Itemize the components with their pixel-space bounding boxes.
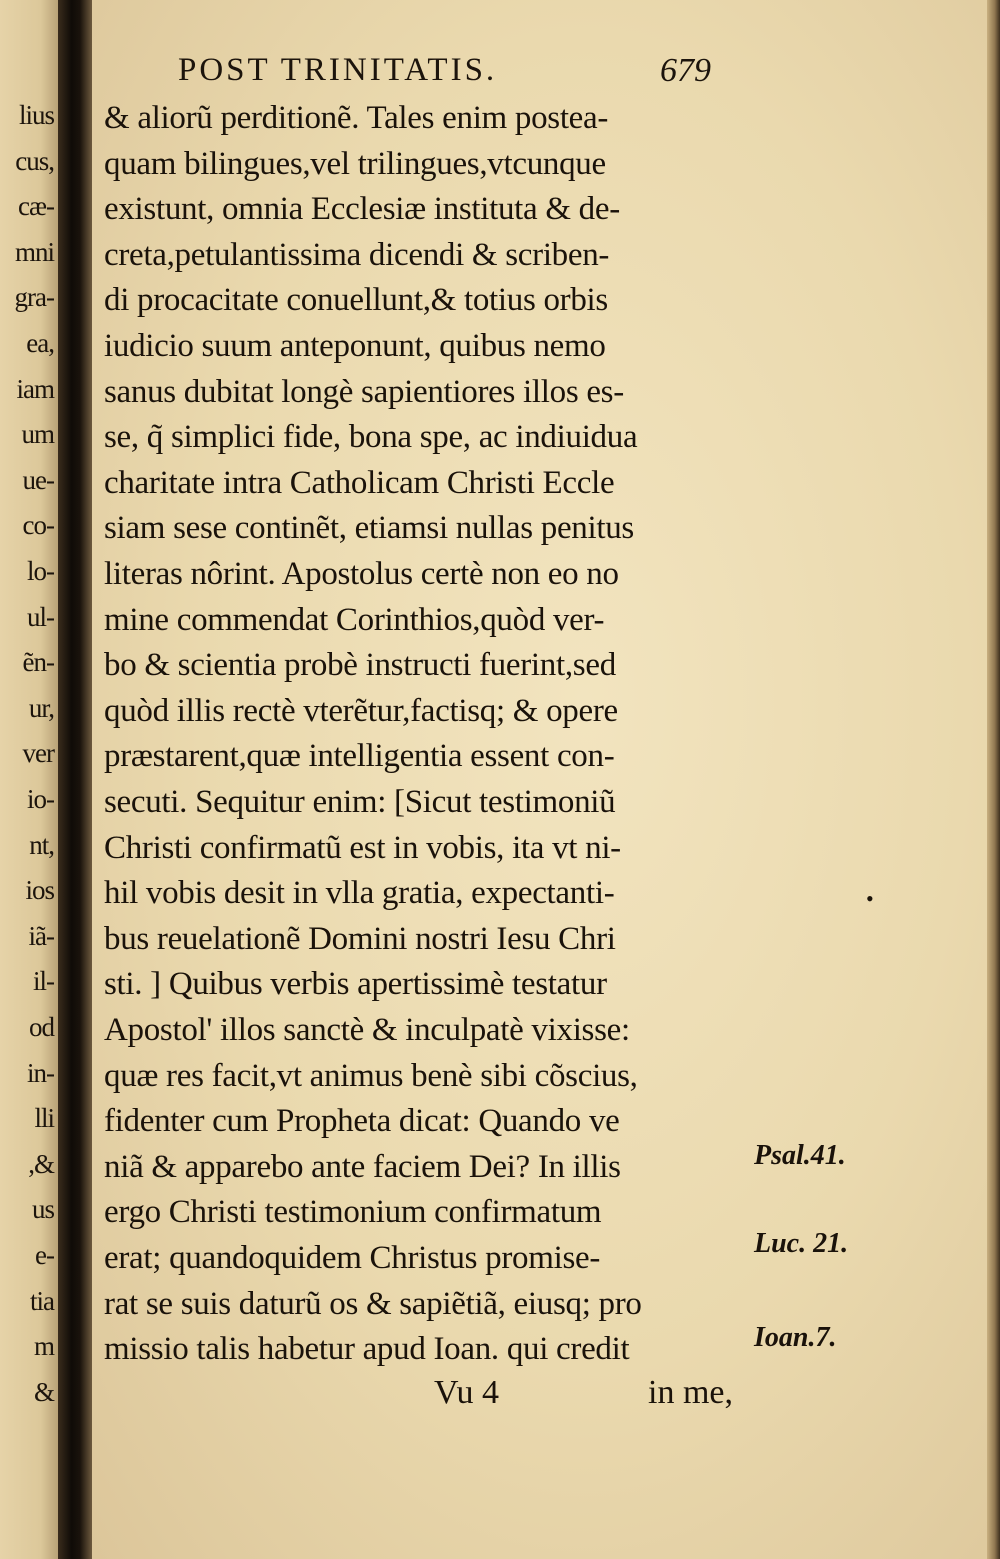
text-line: charitate intra Catholicam Christi Eccle [104, 464, 615, 501]
text-line: hil vobis desit in vlla gratia, expectanti- [104, 875, 615, 912]
previous-page-fragment: us [31, 1194, 54, 1225]
previous-page-fragment: ver [22, 738, 54, 769]
previous-page-fragment: e- [35, 1240, 54, 1270]
previous-page-fragment: gra- [14, 282, 54, 313]
margin-note-luke: Luc. 21. [754, 1228, 849, 1259]
previous-page-fragment: ue- [22, 464, 54, 495]
previous-page-fragment: tia [30, 1285, 54, 1316]
previous-page-strip [0, 0, 58, 1559]
previous-page-fragment: nt, [29, 829, 54, 860]
text-line: rat se suis daturũ os & sapiẽtiã, eiusq; pro [104, 1285, 642, 1322]
previous-page-fragment: lli [34, 1103, 54, 1134]
text-line: niã & apparebo ante faciem Dei? In illis [104, 1148, 621, 1185]
margin-note-john: Ioan.7. [754, 1322, 837, 1353]
text-line: & aliorũ perditionẽ. Tales enim postea- [104, 100, 609, 136]
text-line: bus reuelationẽ Domini nostri Iesu Chri [104, 920, 616, 957]
catchword: in me, [648, 1374, 733, 1411]
text-line: existunt, omnia Ecclesiæ instituta & de- [104, 191, 620, 228]
text-line: ergo Christi testimonium confirmatum [104, 1194, 602, 1231]
text-line: di procacitate conuellunt,& totius orbis [104, 282, 608, 319]
text-line: Christi confirmatũ est in vobis, ita vt ni- [104, 829, 621, 866]
text-line: creta,petulantissima dicendi & scriben- [104, 236, 610, 273]
text-line: siam sese continẽt, etiamsi nullas penitus [104, 510, 634, 547]
text-line: sanus dubitat longè sapientiores illos es- [104, 373, 624, 410]
previous-page-fragment: lo- [27, 556, 54, 586]
previous-page-fragment: ,& [28, 1148, 54, 1179]
page-edge [987, 0, 1000, 1559]
text-line: erat; quandoquidem Christus promise- [104, 1240, 601, 1276]
text-line: quòd illis rectè vterẽtur,factisq; & opere [104, 692, 618, 729]
running-head: POST TRINITATIS. [178, 52, 498, 88]
text-line: mine commendat Corinthios,quòd ver- [104, 601, 605, 638]
text-line: præstarent,quæ intelligentia essent con- [104, 738, 615, 775]
text-line: literas nôrint. Apostolus certè non eo no [104, 556, 619, 592]
text-line: quæ res facit,vt animus benè sibi cõscius, [104, 1057, 638, 1094]
text-line: Apostol' illos sanctè & inculpatè vixisse: [104, 1012, 630, 1048]
previous-page-fragment: od [29, 1012, 54, 1042]
previous-page-fragment: cæ- [18, 191, 54, 222]
previous-page-fragment: ea, [26, 328, 54, 358]
previous-page-fragment: mni [14, 236, 54, 267]
page-number: 679 [660, 52, 711, 89]
margin-mark: • [866, 886, 874, 911]
previous-page-fragment: iã- [28, 920, 54, 951]
previous-page-fragment: ur, [28, 692, 54, 723]
previous-page-fragment: & [33, 1376, 54, 1407]
previous-page-fragment: ios [25, 875, 54, 906]
previous-page-fragment: m [33, 1331, 54, 1362]
margin-note-psalm: Psal.41. [754, 1140, 846, 1171]
previous-page-fragment: ul- [27, 601, 54, 632]
previous-page-fragment: ẽn- [22, 647, 54, 678]
book-page [92, 0, 987, 1559]
previous-page-fragment: il- [33, 966, 54, 997]
book-gutter [58, 0, 92, 1559]
text-line: quam bilingues,vel trilingues,vtcunque [104, 145, 606, 182]
text-line: sti. ] Quibus verbis apertissimè testatur [104, 966, 607, 1003]
text-line: secuti. Sequitur enim: [Sicut testimoniũ [104, 784, 616, 820]
signature-mark: Vu 4 [434, 1374, 500, 1411]
text-line: se, q̃ simplici fide, bona spe, ac indiuidua [104, 419, 638, 456]
previous-page-fragment: co- [22, 510, 54, 541]
previous-page-fragment: lius [18, 100, 54, 130]
text-line: fidenter cum Propheta dicat: Quando ve [104, 1103, 620, 1140]
previous-page-fragment: io- [27, 784, 54, 814]
text-line: bo & scientia probè instructi fuerint,sed [104, 647, 616, 684]
text-line: iudicio suum anteponunt, quibus nemo [104, 328, 606, 364]
previous-page-fragment: um [21, 419, 54, 450]
previous-page-fragment: iam [16, 373, 54, 404]
text-line: missio talis habetur apud Ioan. qui credit [104, 1331, 630, 1368]
previous-page-fragment: in- [27, 1057, 54, 1088]
previous-page-fragment: cus, [15, 145, 54, 176]
